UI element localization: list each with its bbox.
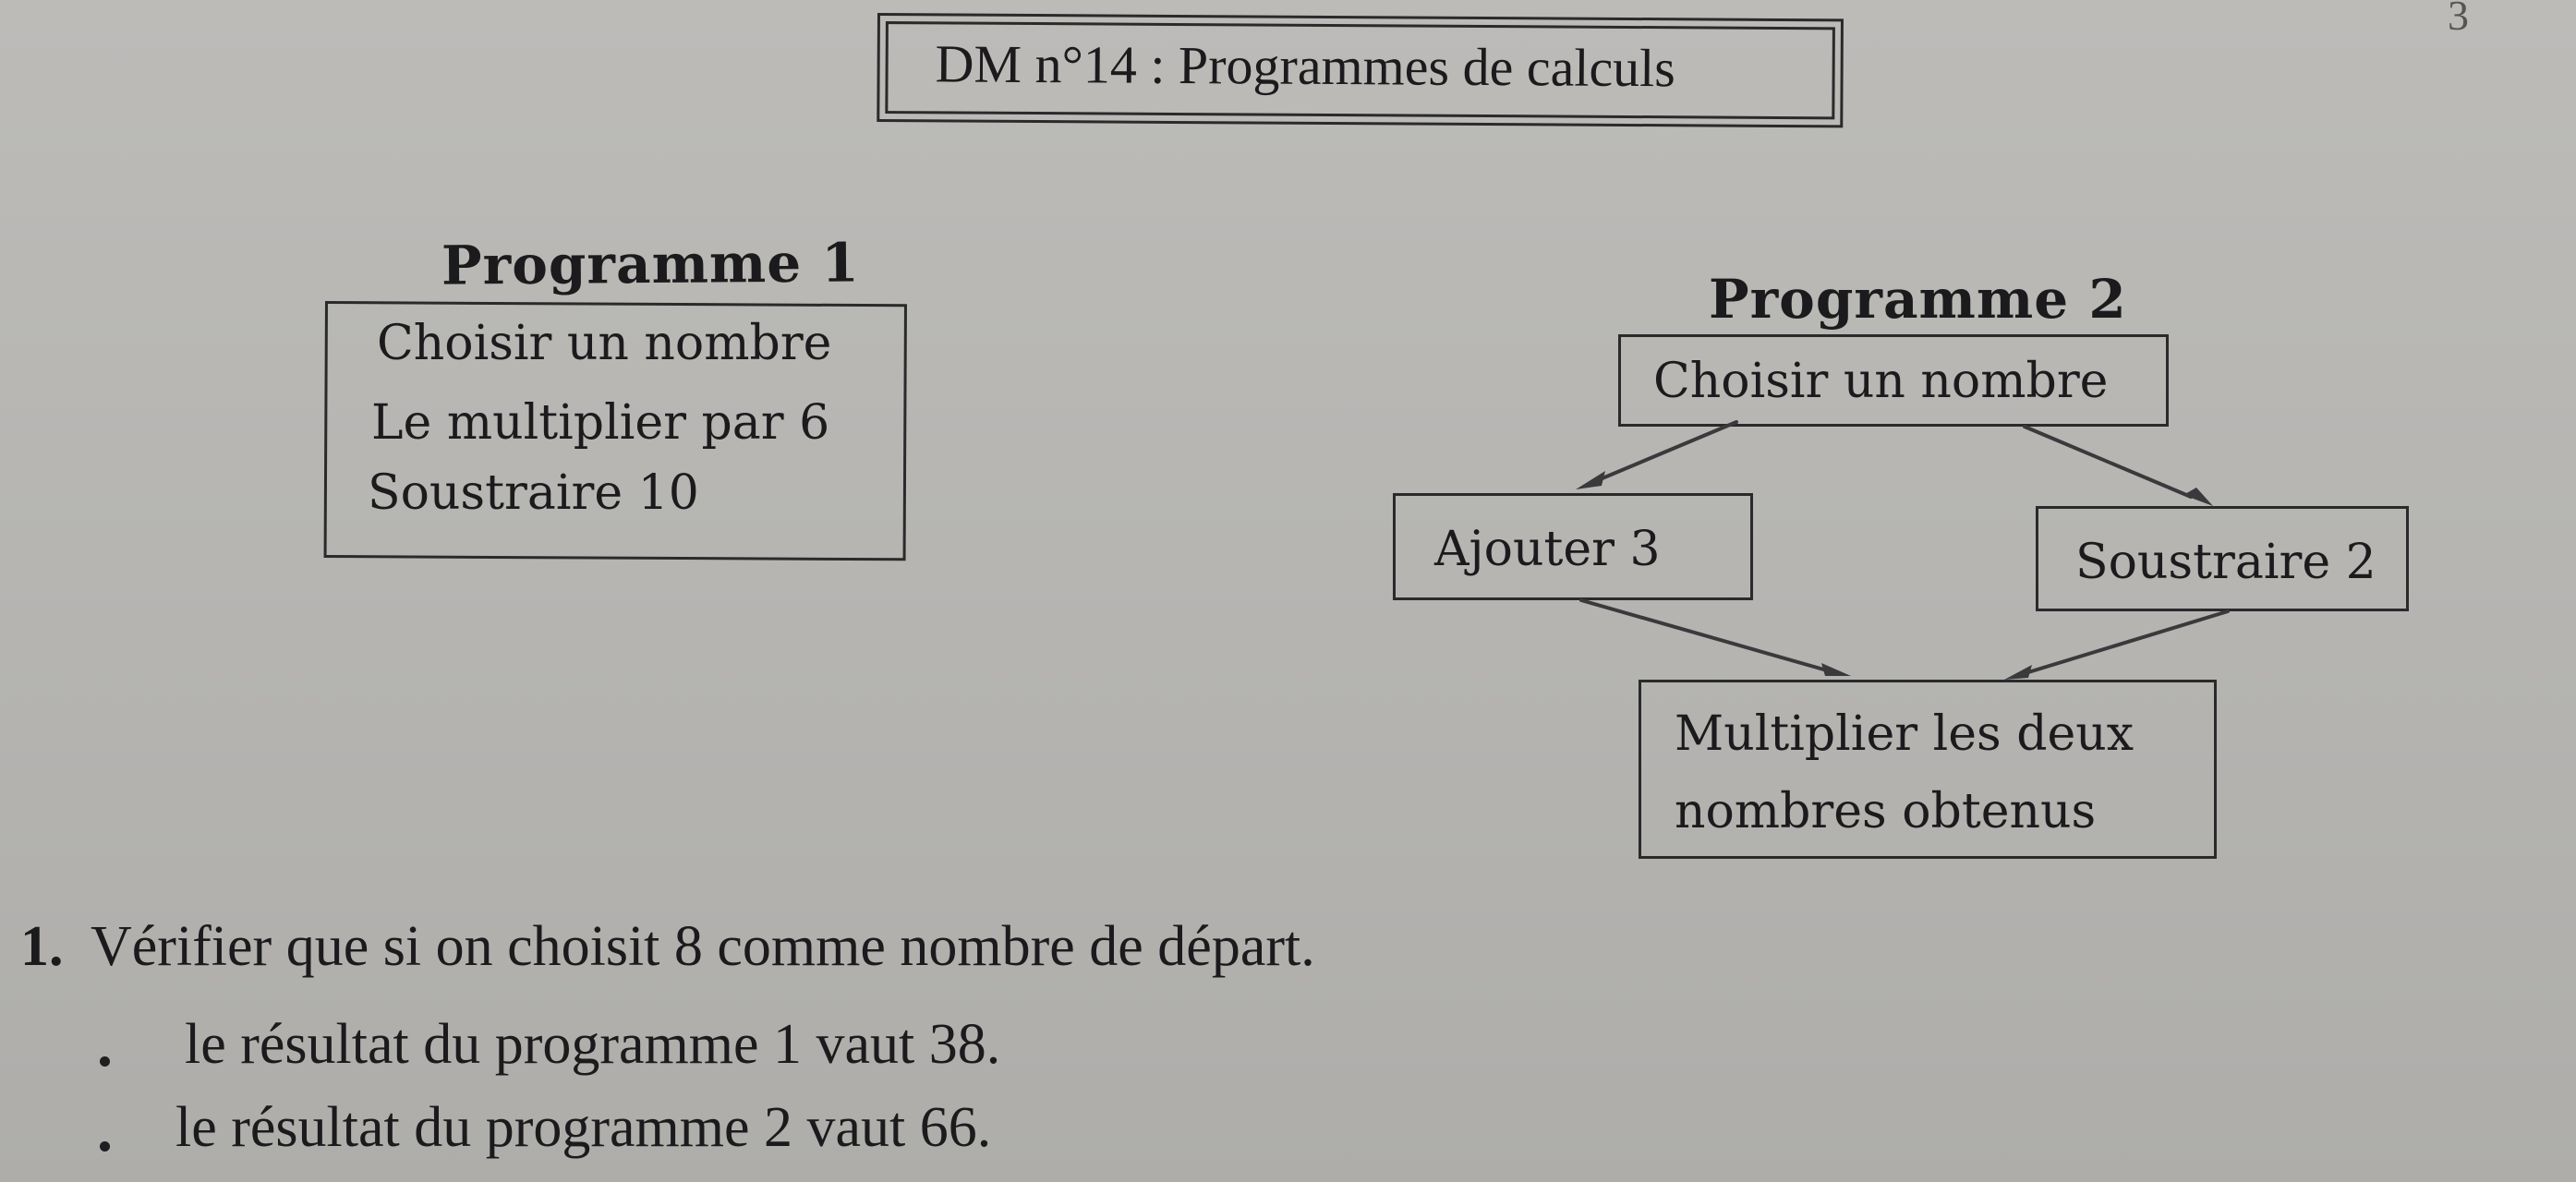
page-title: DM n°14 : Programmes de calculs bbox=[935, 33, 1676, 99]
arrowhead-right-to-end bbox=[2004, 665, 2032, 680]
programme-1-label: Programme 1 bbox=[441, 231, 860, 297]
arrow-start-to-left bbox=[1598, 422, 1736, 480]
arrow-left-to-end bbox=[1581, 600, 1827, 670]
programme-2-end-line-1: Multiplier les deux bbox=[1675, 706, 2135, 762]
arrowhead-left bbox=[1576, 471, 1605, 489]
programme-2-left-text: Ajouter 3 bbox=[1434, 522, 1661, 577]
page-corner-mark: 3 bbox=[2448, 0, 2469, 39]
programme-2-right-text: Soustraire 2 bbox=[2075, 535, 2376, 590]
programme-2-label: Programme 2 bbox=[1709, 268, 2127, 331]
arrowhead-left-to-end bbox=[1821, 663, 1851, 676]
question-1-bullet-2: le résultat du programme 2 vaut 66. bbox=[175, 1096, 992, 1159]
question-1-text: Vérifier que si on choisit 8 comme nombre de départ. bbox=[91, 915, 1315, 978]
programme-2-start-text: Choisir un nombre bbox=[1653, 354, 2109, 409]
programme-1-step-2: Le multiplier par 6 bbox=[371, 395, 830, 451]
arrow-right-to-end bbox=[2028, 611, 2228, 672]
question-1-number: 1. bbox=[20, 915, 64, 978]
question-1-bullet-1: le résultat du programme 1 vaut 38. bbox=[185, 1013, 1001, 1076]
programme-1-step-3: Soustraire 10 bbox=[368, 465, 699, 521]
programme-1-step-1: Choisir un nombre bbox=[377, 316, 832, 371]
bullet-dot-1 bbox=[100, 1056, 110, 1067]
bullet-dot-2 bbox=[100, 1141, 110, 1152]
arrow-start-to-right bbox=[2025, 427, 2191, 497]
programme-2-end-line-2: nombres obtenus bbox=[1675, 784, 2097, 839]
